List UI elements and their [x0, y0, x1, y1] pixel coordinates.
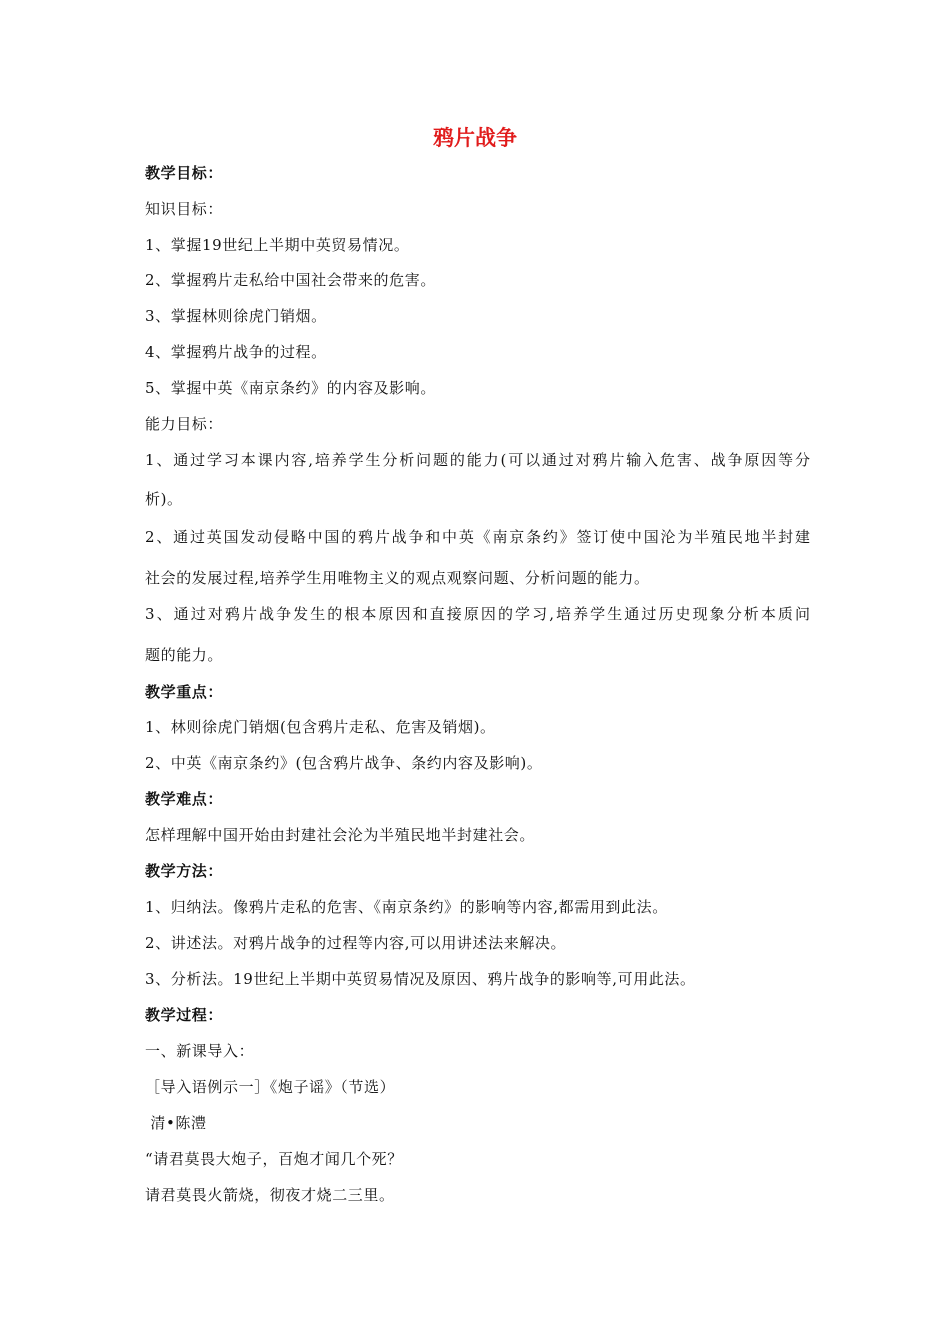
key-heading: 教学重点：: [145, 683, 224, 701]
process-line: “请君莫畏大炮子，百炮才闻几个死？: [145, 1150, 403, 1168]
document-title: 鸦片战争: [433, 126, 517, 150]
knowledge-item: 5、掌握中英《南京条约》的内容及影响。: [145, 379, 436, 397]
method-item: 1、归纳法。像鸦片走私的危害、《南京条约》的影响等内容,都需用到此法。: [145, 898, 668, 916]
process-line: 一、新课导入：: [145, 1042, 255, 1060]
method-heading: 教学方法：: [145, 862, 224, 880]
process-heading: 教学过程：: [145, 1006, 224, 1024]
knowledge-item: 4、掌握鸦片战争的过程。: [145, 343, 327, 361]
process-line: ［导入语例示一］《炮子谣》（节选）: [145, 1078, 396, 1096]
method-item: 3、分析法。19世纪上半期中英贸易情况及原因、鸦片战争的影响等,可用此法。: [145, 970, 696, 988]
process-line: 请君莫畏火箭烧，彻夜才烧二三里。: [145, 1186, 395, 1204]
objectives-heading: 教学目标：: [145, 164, 224, 182]
key-item: 2、中英《南京条约》(包含鸦片战争、条约内容及影响)。: [145, 754, 543, 772]
method-item: 2、讲述法。对鸦片战争的过程等内容,可以用讲述法来解决。: [145, 934, 567, 952]
ability-item-line: 题的能力。: [145, 646, 224, 664]
knowledge-item: 1、掌握19世纪上半期中英贸易情况。: [145, 236, 410, 254]
difficulty-text: 怎样理解中国开始由封建社会沦为半殖民地半封建社会。: [145, 826, 536, 844]
ability-item-line: 社会的发展过程,培养学生用唯物主义的观点观察问题、分析问题的能力。: [145, 569, 650, 587]
ability-item-line: 3、通过对鸦片战争发生的根本原因和直接原因的学习,培养学生通过历史现象分析本质问: [145, 605, 810, 623]
knowledge-item: 2、掌握鸦片走私给中国社会带来的危害。: [145, 271, 436, 289]
ability-item-line: 1、通过学习本课内容,培养学生分析问题的能力(可以通过对鸦片输入危害、战争原因等分: [145, 451, 810, 469]
ability-item-line: 析)。: [145, 490, 183, 508]
process-line: 清•陈澧: [145, 1114, 207, 1132]
ability-heading: 能力目标：: [145, 415, 224, 433]
difficulty-heading: 教学难点：: [145, 790, 224, 808]
key-item: 1、林则徐虎门销烟(包含鸦片走私、危害及销烟)。: [145, 718, 496, 736]
ability-item-line: 2、通过英国发动侵略中国的鸦片战争和中英《南京条约》签订使中国沦为半殖民地半封建: [145, 528, 810, 546]
knowledge-item: 3、掌握林则徐虎门销烟。: [145, 307, 327, 325]
knowledge-heading: 知识目标：: [145, 200, 224, 218]
